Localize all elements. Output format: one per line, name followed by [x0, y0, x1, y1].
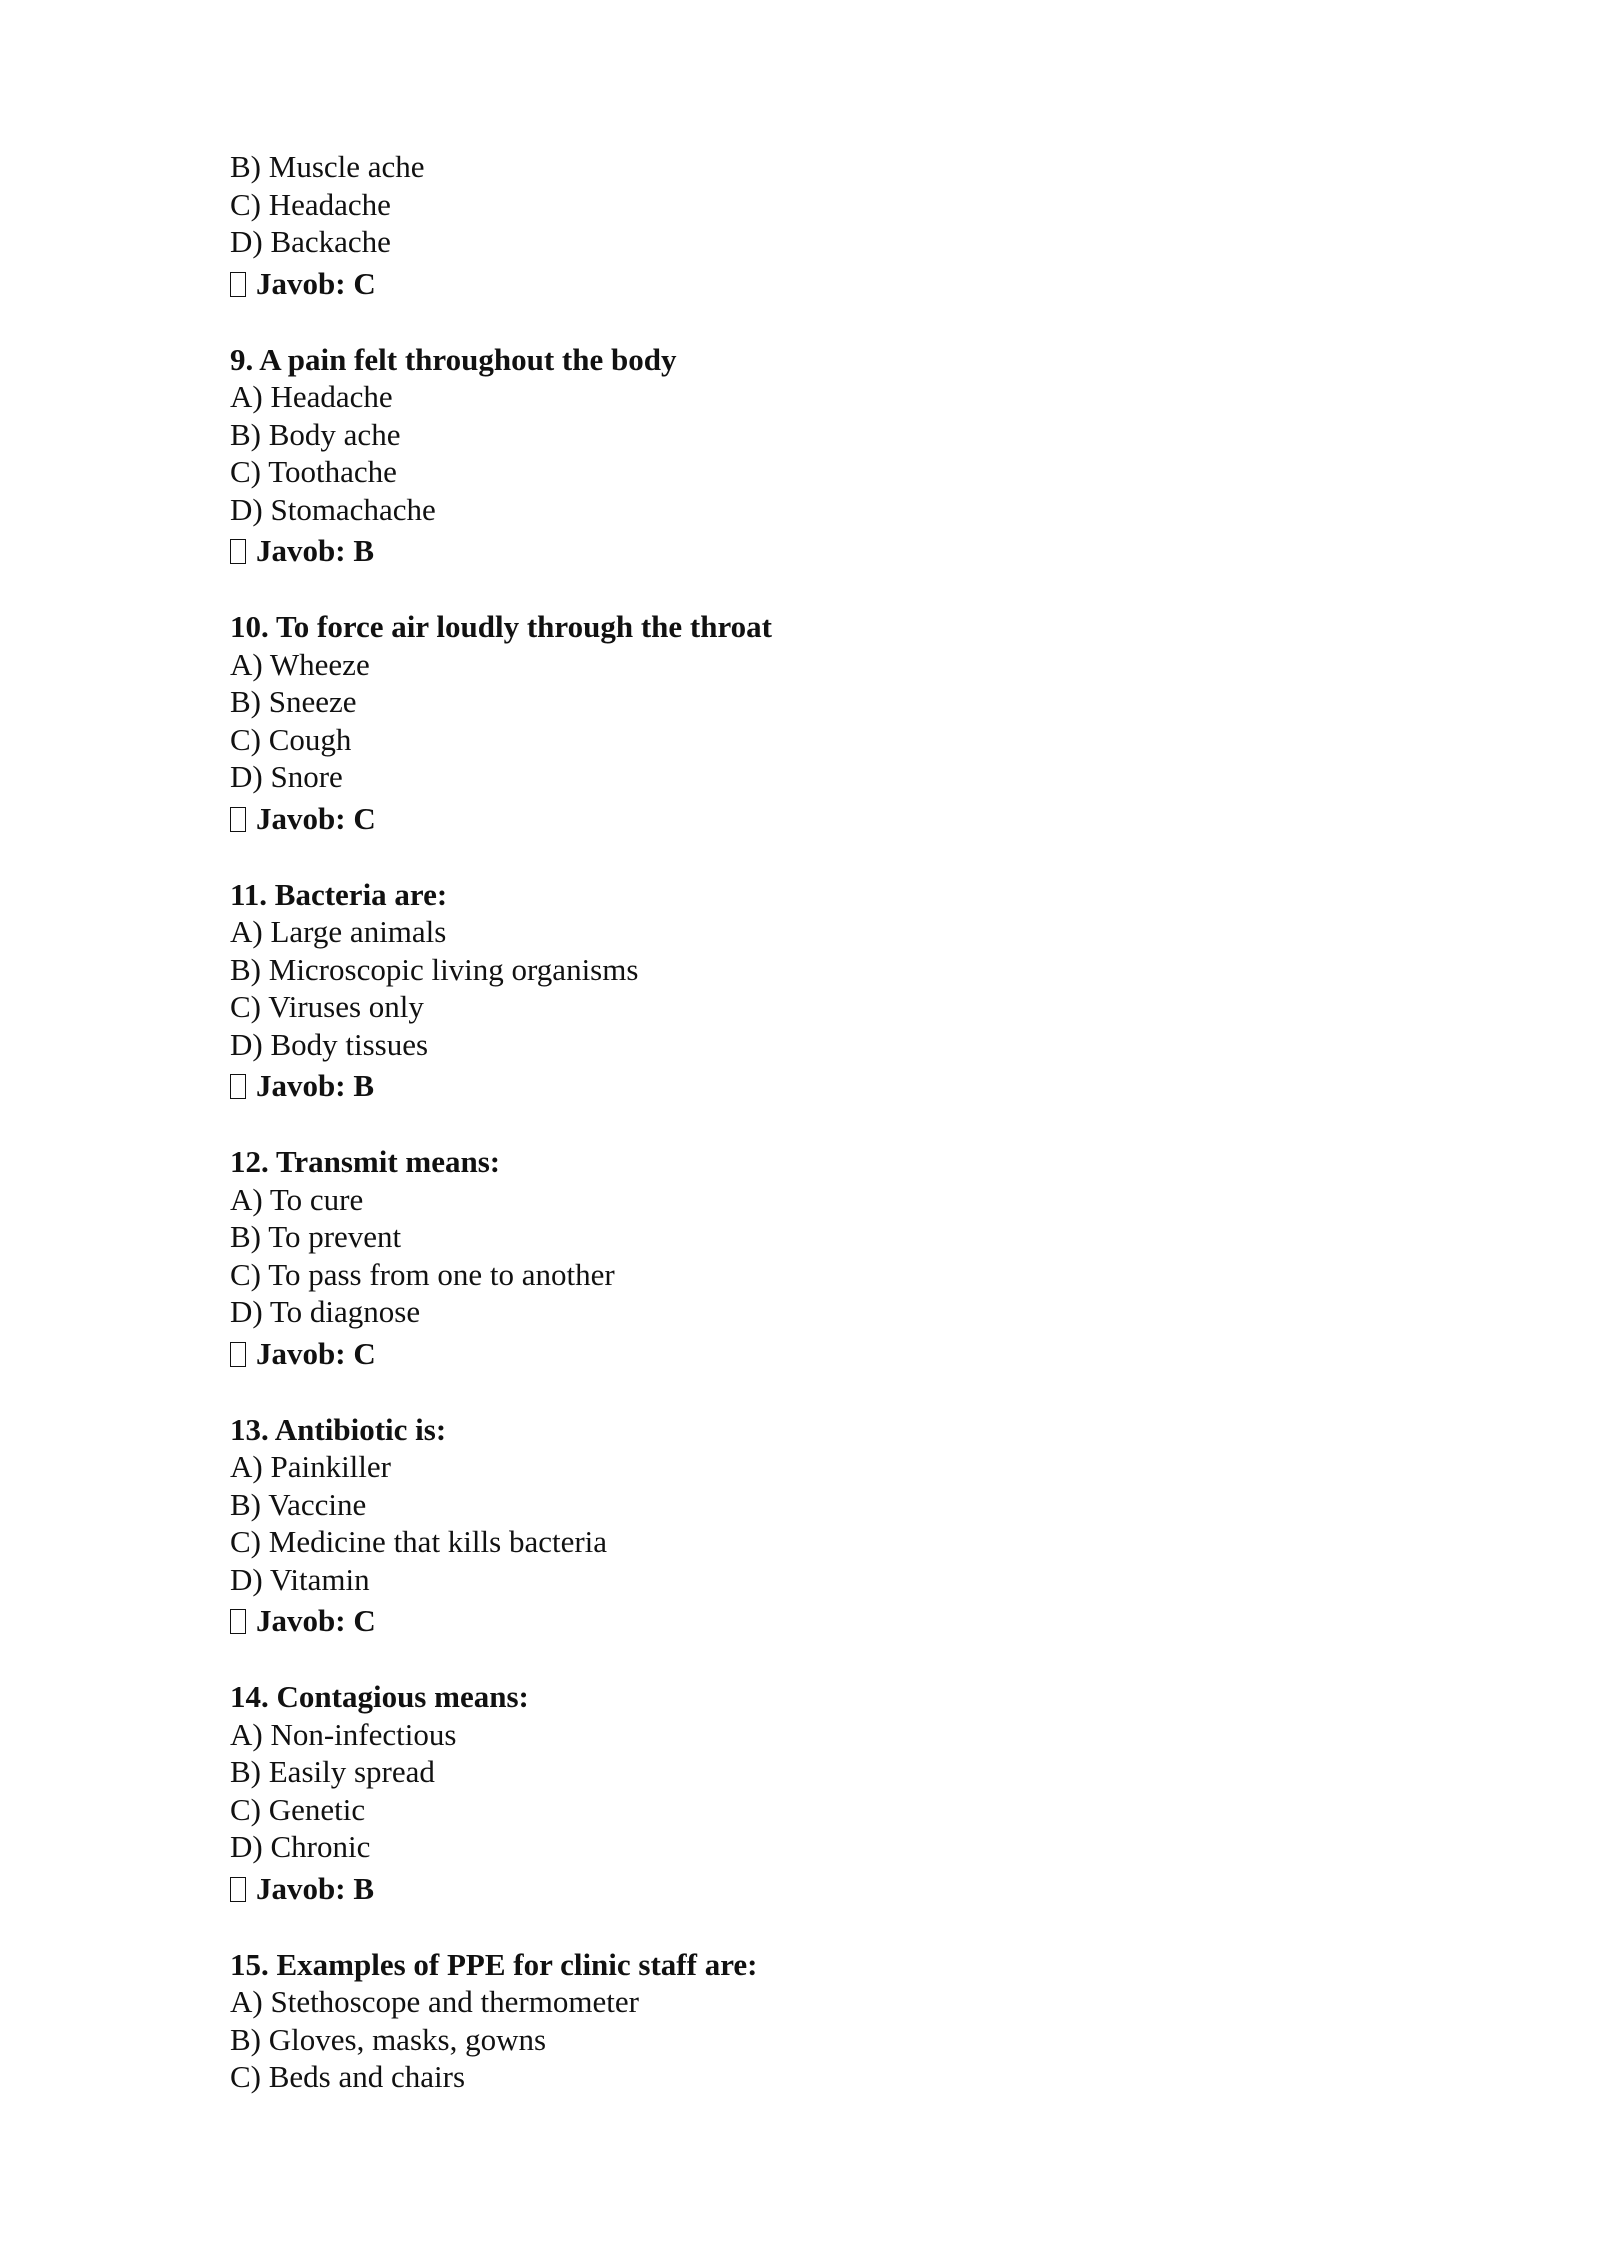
option-d: D) Vitamin — [230, 1561, 370, 1597]
missing-glyph-icon — [230, 1877, 246, 1902]
option-c: C) Toothache — [230, 454, 397, 489]
question-title: 9. A pain felt throughout the body — [230, 341, 677, 377]
question-title: 13. Antibiotic is: — [230, 1411, 447, 1447]
option-a: A) Large animals — [230, 914, 447, 949]
answer-letter: C — [353, 800, 376, 836]
option-a: A) Wheeze — [230, 646, 370, 682]
question-title: 12. Transmit means: — [230, 1144, 501, 1179]
answer-prefix: Javob: — [256, 265, 346, 301]
question-title: 11. Bacteria are: — [230, 876, 448, 912]
missing-glyph-icon — [230, 807, 246, 832]
option-d: D) To diagnose — [230, 1294, 421, 1329]
answer-line — [230, 1870, 1430, 1909]
answer-prefix: Javob: — [256, 1870, 346, 1906]
question-block-partial — [230, 148, 1430, 304]
answer-letter: C — [353, 1335, 376, 1371]
answer-letter: B — [353, 1068, 375, 1103]
answer-line — [230, 1602, 1430, 1641]
question-title: 15. Examples of PPE for clinic staff are: — [230, 1946, 758, 1982]
question-block — [230, 1946, 1430, 2096]
option-c: C) Beds and chairs — [230, 2059, 466, 2094]
answer-letter: C — [353, 265, 376, 301]
option-a: A) Stethoscope and thermometer — [230, 1984, 639, 2019]
option-a: A) Headache — [230, 379, 393, 414]
question-block — [230, 341, 1430, 572]
option-d: D) Chronic — [230, 1829, 371, 1864]
missing-glyph-icon — [230, 1074, 246, 1099]
option-c: C) Headache — [230, 186, 391, 222]
answer-prefix: Javob: — [256, 1603, 346, 1638]
option-d: D) Stomachache — [230, 491, 436, 527]
answer-line — [230, 1067, 1430, 1106]
option-b: B) To prevent — [230, 1219, 402, 1254]
missing-glyph-icon — [230, 1609, 246, 1634]
option-c: C) Viruses only — [230, 989, 424, 1024]
answer-prefix: Javob: — [256, 1068, 346, 1103]
answer-line — [230, 1335, 1430, 1374]
document-page — [230, 148, 1430, 2096]
answer-prefix: Javob: — [256, 800, 346, 836]
option-d: D) Snore — [230, 759, 343, 794]
option-b: B) Gloves, masks, gowns — [230, 2021, 547, 2057]
missing-glyph-icon — [230, 1342, 246, 1367]
missing-glyph-icon — [230, 539, 246, 564]
answer-line — [230, 265, 1430, 304]
answer-letter: B — [353, 1870, 375, 1906]
question-block — [230, 1678, 1430, 1909]
option-b: B) Muscle ache — [230, 149, 425, 184]
question-block — [230, 876, 1430, 1107]
option-a: A) Painkiller — [230, 1449, 391, 1484]
answer-line — [230, 532, 1430, 571]
option-c: C) Cough — [230, 721, 352, 757]
answer-line — [230, 800, 1430, 839]
answer-letter: C — [353, 1603, 376, 1638]
answer-letter: B — [353, 533, 375, 568]
option-a: A) Non-infectious — [230, 1716, 457, 1752]
option-b: B) Body ache — [230, 416, 401, 452]
option-b: B) Microscopic living organisms — [230, 951, 639, 987]
option-c: C) Genetic — [230, 1791, 366, 1827]
missing-glyph-icon — [230, 272, 246, 297]
question-block — [230, 1143, 1430, 1374]
question-title: 10. To force air loudly through the throat — [230, 609, 772, 644]
option-b: B) Vaccine — [230, 1486, 367, 1522]
option-d: D) Body tissues — [230, 1026, 429, 1062]
option-d: D) Backache — [230, 224, 391, 259]
option-c: C) To pass from one to another — [230, 1256, 615, 1292]
question-block — [230, 1411, 1430, 1642]
question-title: 14. Contagious means: — [230, 1679, 529, 1714]
answer-prefix: Javob: — [256, 1335, 346, 1371]
option-b: B) Sneeze — [230, 684, 357, 719]
answer-prefix: Javob: — [256, 533, 346, 568]
question-block — [230, 608, 1430, 839]
option-a: A) To cure — [230, 1181, 364, 1217]
option-b: B) Easily spread — [230, 1754, 435, 1789]
option-c: C) Medicine that kills bacteria — [230, 1524, 608, 1559]
